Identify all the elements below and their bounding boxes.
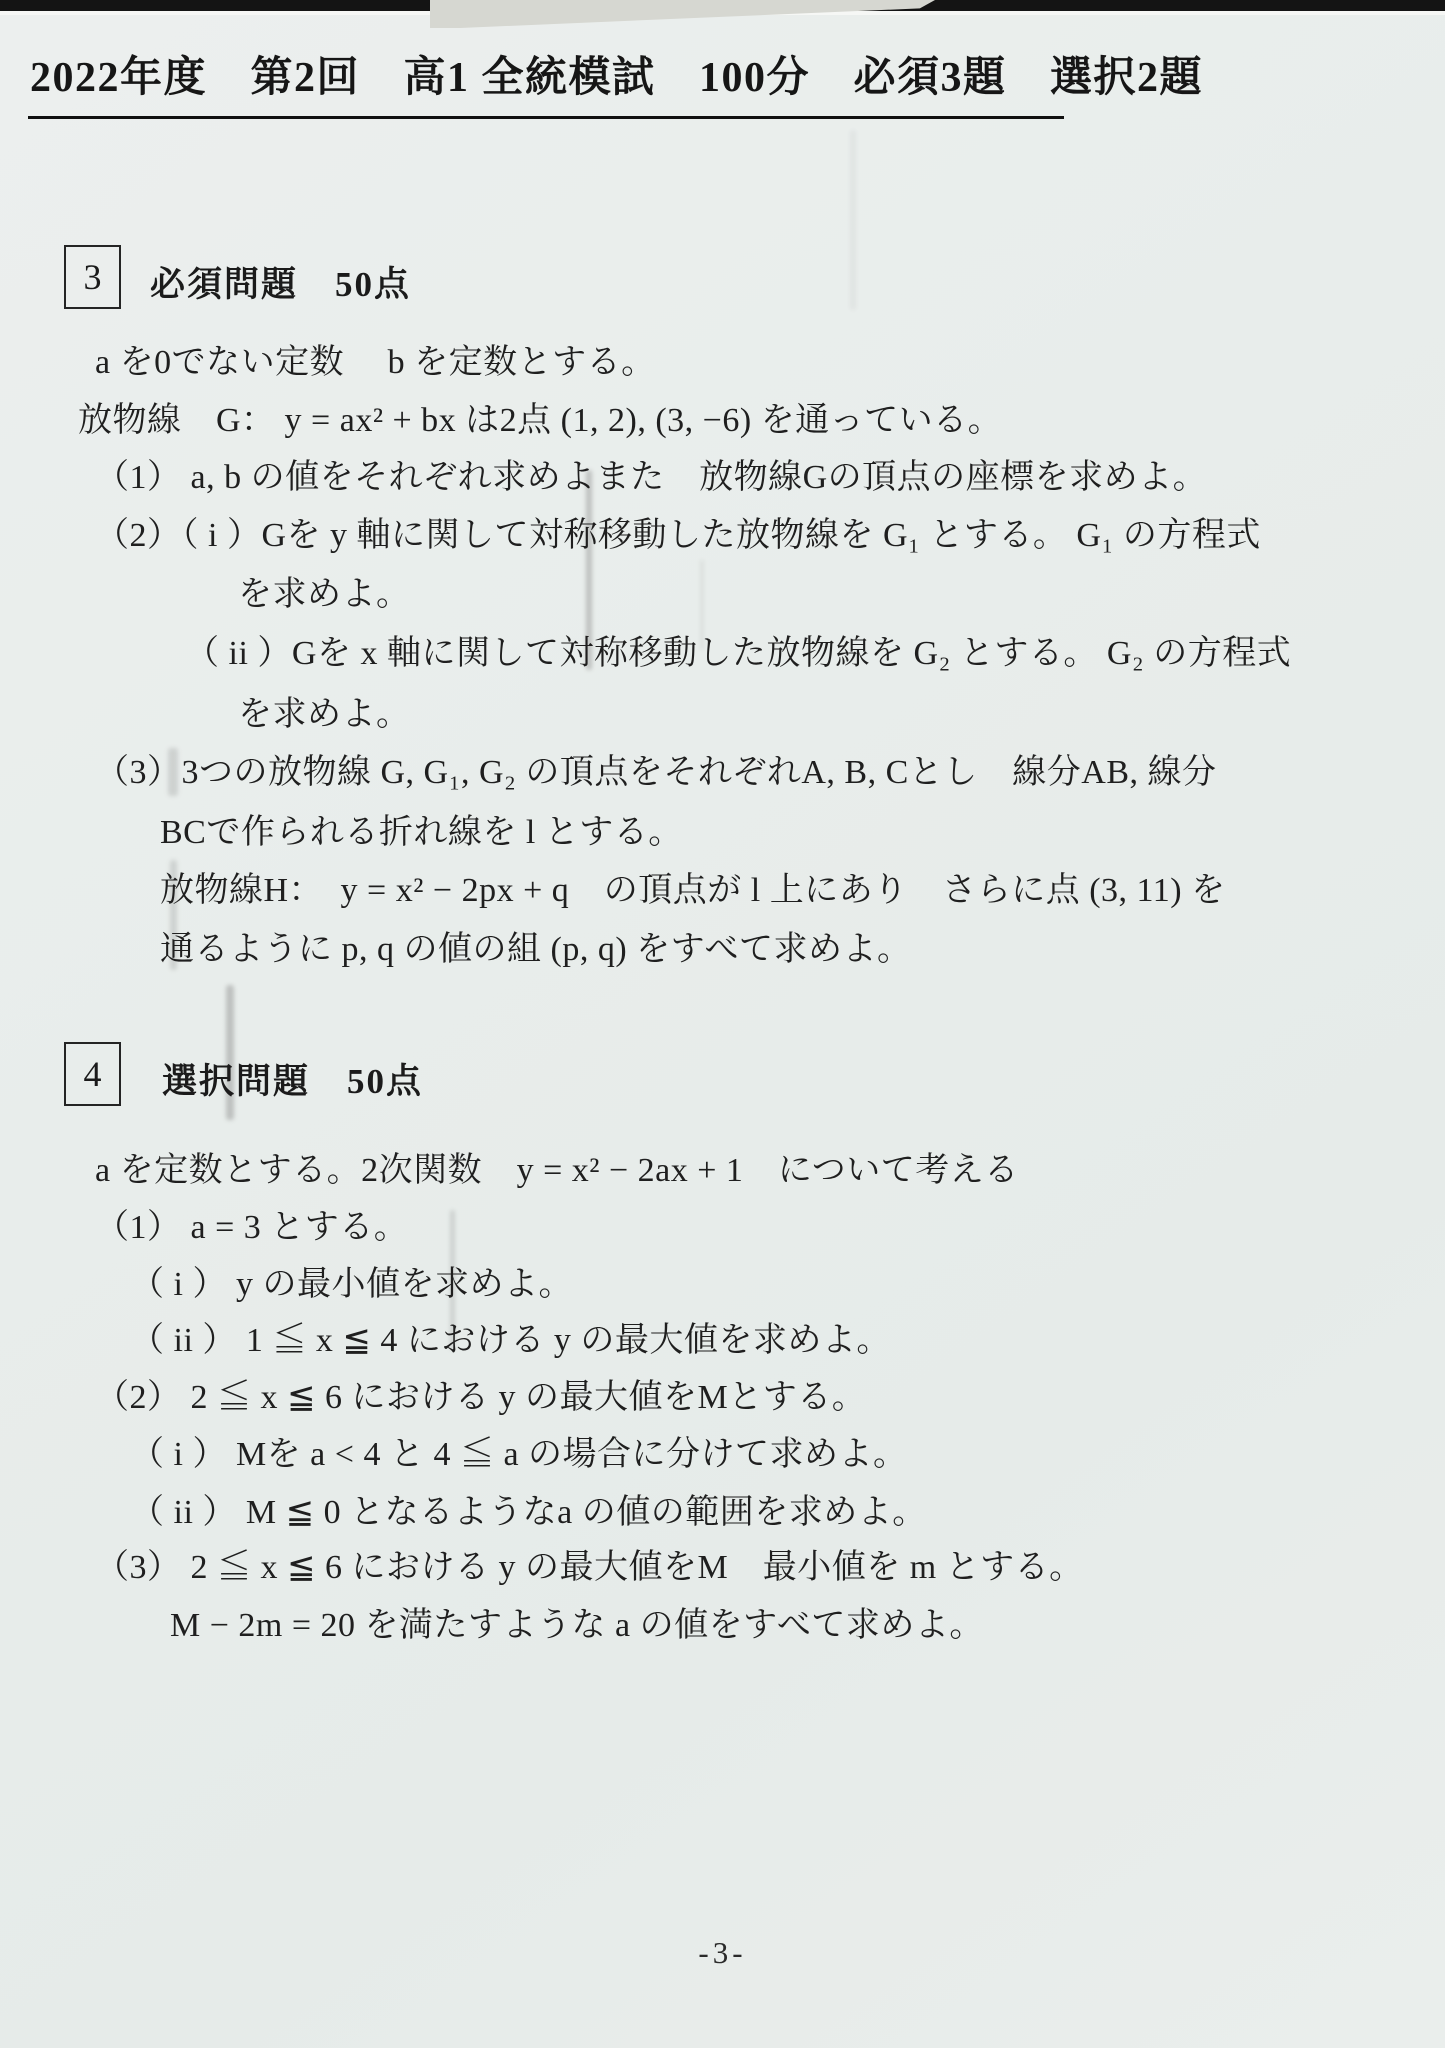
problem4-number-box [64,1042,121,1106]
p4-question-2i: （ i ） Mを a < 4 と 4 ≦ a の場合に分けて求めよ。 [130,1436,908,1473]
problem3-number-box [64,245,121,309]
p3-question-2ii: （ ii ）Gを x 軸に関して対称移動した放物線を G₂ とする。 G₂ の方程式 [185,635,1292,672]
p3-question-3-parabola-h: 放物線H： y = x² − 2px + q の頂点が l 上にあり さらに点 (3, 11) を [160,872,1226,909]
p4-question-1ii: （ ii ） 1 ≦ x ≦ 4 における y の最大値を求めよ。 [130,1322,891,1359]
p3-question-2ii-cont: を求めよ。 [238,696,411,733]
p3-question-3: （3）3つの放物線 G, G₁, G₂ の頂点をそれぞれA, B, Cとし 線分AB, 線分 [95,754,1217,791]
p4-question-2: （2） 2 ≦ x ≦ 6 における y の最大値をMとする。 [95,1379,867,1416]
scan-smudge [850,130,856,310]
p4-question-3-cont: M − 2m = 20 を満たすような a の値をすべて求めよ。 [170,1607,984,1644]
problem3-heading: 必須問題 50点 [150,265,412,304]
title-underline [28,116,1064,119]
p3-question-3-cont2: 通るように p, q の値の組 (p, q) をすべて求めよ。 [160,931,912,968]
p4-statement-function: a を定数とする。2次関数 y = x² − 2ax + 1 について考える [95,1152,1019,1189]
problem4-number: 4 [83,1054,102,1094]
p3-question-3-cont1: BCで作られる折れ線を l とする。 [160,814,683,851]
p3-statement-constants: a を0でない定数 b を定数とする。 [95,344,656,381]
problem3-number: 3 [83,257,102,297]
p4-question-3: （3） 2 ≦ x ≦ 6 における y の最大値をM 最小値を m とする。 [95,1549,1084,1586]
page-title: 2022年度 第2回 高1 全統模試 100分 必須3題 選択2題 [30,55,1204,101]
page-number: -3- [698,1935,747,1970]
p3-question-1: （1） a, b の値をそれぞれ求めよまた 放物線Gの頂点の座標を求めよ。 [95,459,1208,496]
p3-statement-parabola-g: 放物線 G： y = ax² + bx は2点 (1, 2), (3, −6) を通っている。 [78,402,1003,439]
p3-question-2i: （2）（ i ）Gを y 軸に関して対称移動した放物線を G₁ とする。 G₁ の方程式 [95,517,1261,554]
p4-question-2ii: （ ii ） M ≦ 0 となるようなa の値の範囲を求めよ。 [130,1494,927,1531]
p4-question-1i: （ i ） y の最小値を求めよ。 [130,1266,573,1303]
p3-question-2i-cont: を求めよ。 [238,576,411,613]
p4-question-1: （1） a = 3 とする。 [95,1209,409,1246]
problem4-heading: 選択問題 50点 [162,1062,424,1101]
